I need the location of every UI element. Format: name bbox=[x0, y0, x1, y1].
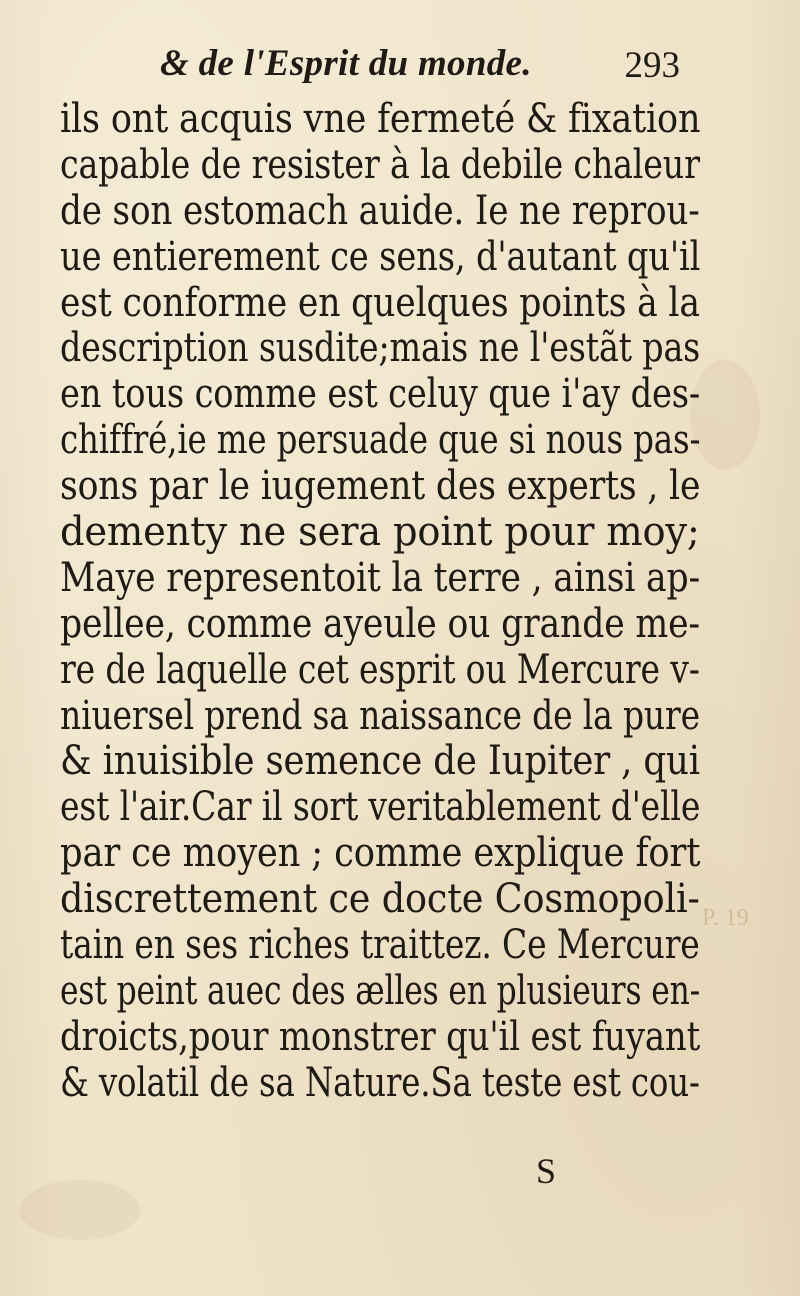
text-line: sons par le iugement des experts , le bbox=[60, 461, 701, 510]
text-line: ils ont acquis vne fermeté & fixation bbox=[60, 94, 701, 142]
page-header bbox=[160, 42, 680, 94]
running-title: & de l'Esprit du monde. bbox=[160, 43, 532, 84]
text-line: droicts,pour monstrer qu'il est fuyant bbox=[60, 1011, 701, 1060]
page-number: 293 bbox=[624, 45, 680, 86]
text-line: re de laquelle cet esprit ou Mercure v- bbox=[60, 644, 700, 693]
text-line: description susdite;mais ne l'estãt pas bbox=[60, 323, 701, 372]
paper-stain bbox=[690, 360, 760, 470]
text-line: pellee, comme ayeule ou grande me- bbox=[60, 598, 700, 647]
text-line: & volatil de sa Nature.Sa teste est cou- bbox=[60, 1057, 700, 1106]
text-line: & inuisible semence de Iupiter , qui bbox=[60, 736, 700, 785]
text-line: par ce moyen ; comme explique fort bbox=[60, 828, 701, 877]
text-line: en tous comme est celuy que i'ay des- bbox=[60, 369, 701, 418]
text-line: est l'air.Car il sort veritablement d'elle bbox=[60, 782, 701, 831]
text-line: est conforme en quelques points à la bbox=[60, 277, 700, 326]
text-line: ue entierement ce sens, d'autant qu'il bbox=[60, 231, 701, 280]
text-line: Maye representoit la terre , ainsi ap- bbox=[60, 552, 701, 601]
body-text bbox=[60, 96, 700, 1106]
text-line: dementy ne sera point pour moy; bbox=[60, 507, 700, 556]
text-line: est peint auec des ælles en plusieurs en- bbox=[60, 965, 701, 1014]
text-line: de son estomach auide. Ie ne reprou- bbox=[60, 185, 700, 234]
text-line: niuersel prend sa naissance de la pure bbox=[60, 690, 700, 739]
text-line: tain en ses riches traittez. Ce Mercure bbox=[60, 920, 700, 969]
text-line: chiffré,ie me persuade que si nous pas- bbox=[60, 415, 701, 464]
text-line: discrettement ce docte Cosmopoli- bbox=[60, 874, 700, 923]
margin-annotation: P. 19 bbox=[702, 905, 749, 931]
paper-stain bbox=[20, 1180, 140, 1240]
text-line: capable de resister à la debile chaleur bbox=[60, 139, 700, 188]
signature-mark: S bbox=[536, 1151, 557, 1191]
